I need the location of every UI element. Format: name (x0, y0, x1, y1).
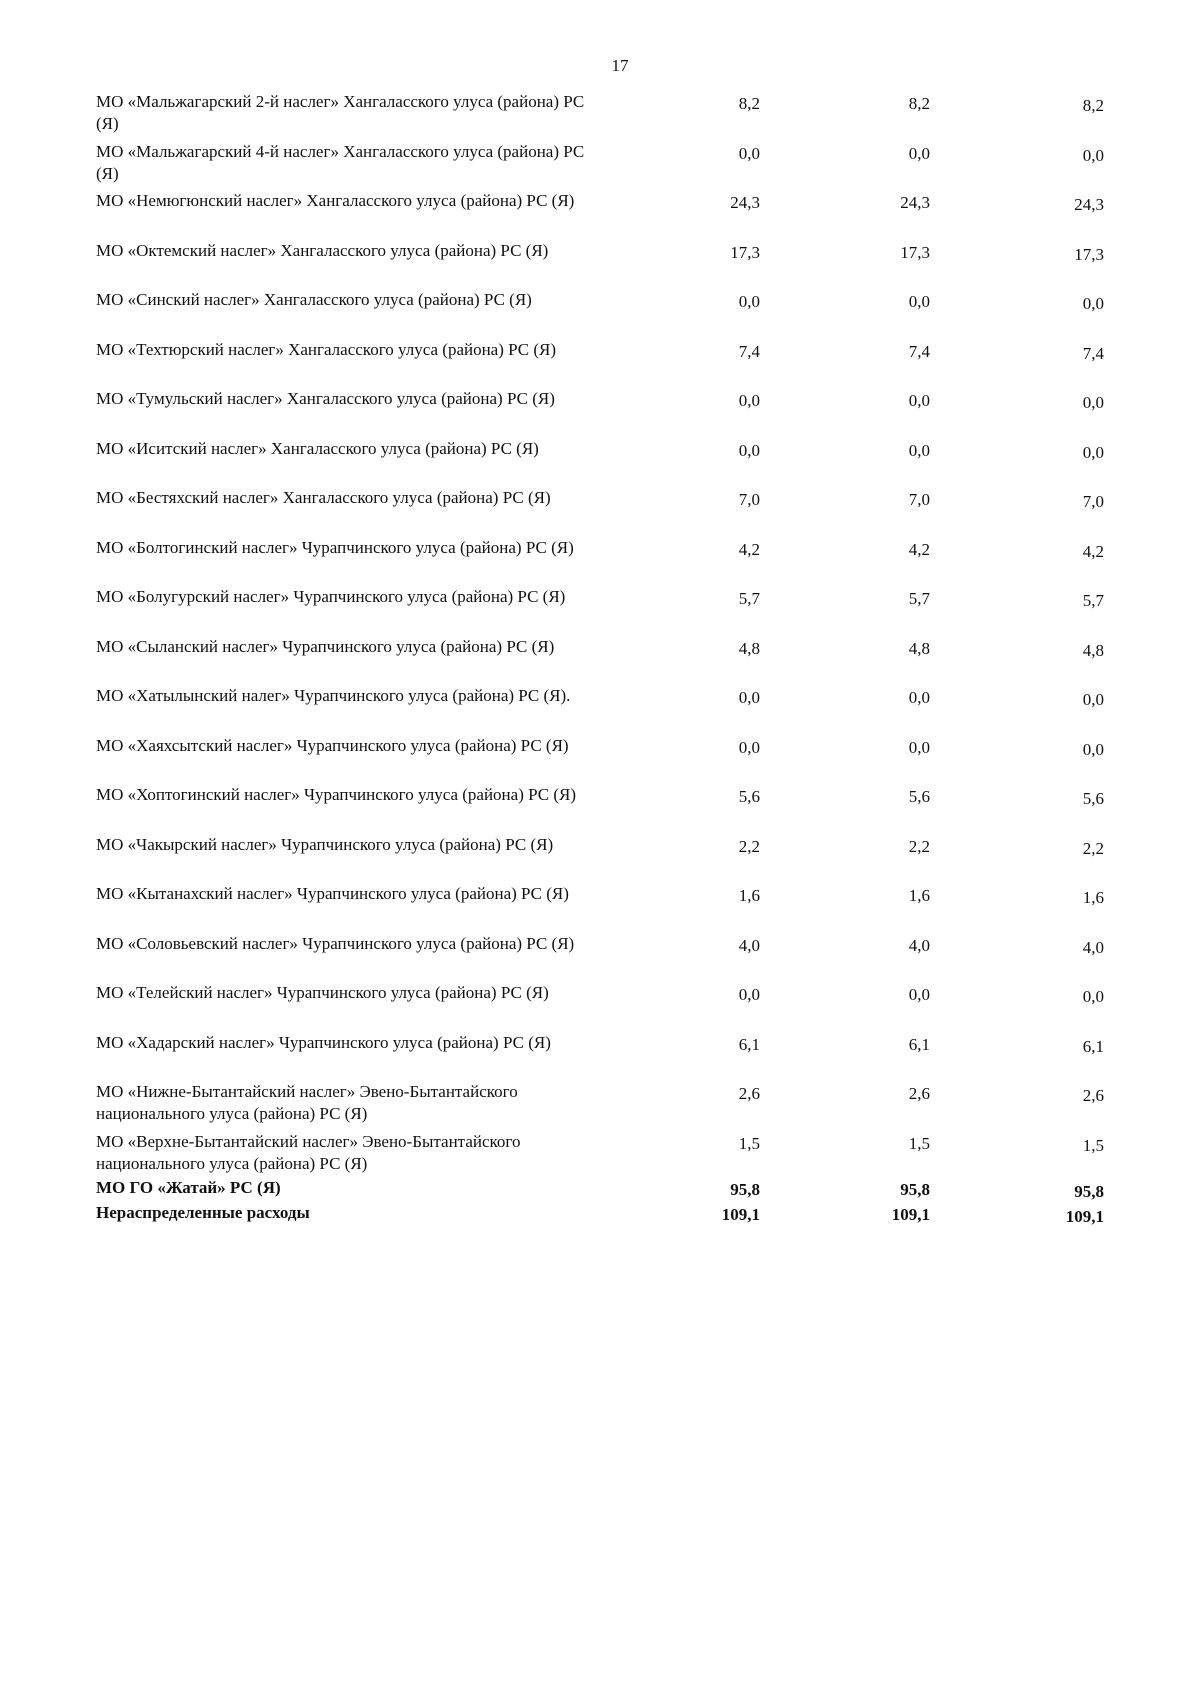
row-value-2: 0,0 (908, 391, 930, 410)
row-value-3: 0,0 (1082, 145, 1104, 165)
table-row (96, 781, 1116, 831)
row-name: МО «Хадарский наслег» Чурапчинского улуса (района) РС (Я) (96, 1032, 551, 1052)
row-value-3: 0,0 (1082, 739, 1104, 759)
table-row (96, 435, 1116, 485)
table-row (96, 138, 1116, 188)
row-value-3: 7,4 (1082, 343, 1104, 363)
row-name: МО «Верхне-Бытантайский наслег» Эвено-Бытантайского национального улуса (района) РС (Я) (96, 1131, 521, 1173)
table-row (96, 88, 1116, 138)
table-row (96, 1128, 1116, 1178)
row-name: МО «Хатылынский налег» Чурапчинского улуса (района) РС (Я). (96, 686, 571, 705)
row-name: МО «Чакырский наслег» Чурапчинского улуса (района) РС (Я) (96, 834, 554, 854)
row-value-3: 2,6 (1082, 1086, 1104, 1105)
table-row (96, 187, 1116, 237)
total-value-3: 95,8 (1074, 1182, 1104, 1201)
row-name: МО «Мальжагарский 2-й наслег» Хангаласского улуса (района) РС (Я) (96, 92, 585, 133)
row-value-1: 0,0 (738, 737, 760, 757)
row-value-2: 7,4 (908, 341, 930, 361)
row-name: МО «Телейский наслег» Чурапчинского улуса (района) РС (Я) (96, 983, 549, 1002)
table-row (96, 336, 1116, 386)
row-value-1: 4,8 (738, 638, 760, 658)
row-value-3: 0,0 (1082, 987, 1104, 1006)
row-value-1: 0,0 (738, 688, 760, 707)
row-name: МО «Нижне-Бытантайский наслег» Эвено-Бытантайского национального улуса (района) РС (Я) (96, 1082, 518, 1123)
row-name: МО «Сыланский наслег» Чурапчинского улуса (района) РС (Я) (96, 636, 555, 656)
row-value-1: 7,4 (738, 341, 760, 361)
row-value-1: 2,2 (738, 836, 760, 856)
row-value-3: 2,2 (1082, 838, 1104, 858)
row-name: МО «Болугурский наслег» Чурапчинского улуса (района) РС (Я) (96, 587, 566, 606)
row-value-3: 7,0 (1082, 492, 1104, 511)
row-value-1: 2,6 (738, 1084, 760, 1103)
row-value-2: 4,0 (908, 935, 930, 955)
row-value-1: 1,6 (738, 886, 760, 905)
table-row (96, 1078, 1116, 1128)
row-value-1: 0,0 (738, 391, 760, 410)
row-value-2: 0,0 (908, 292, 930, 311)
table-row (96, 484, 1116, 534)
row-value-1: 0,0 (738, 985, 760, 1004)
row-value-2: 2,2 (908, 836, 930, 856)
row-name: МО «Хаяхсытский наслег» Чурапчинского улуса (района) РС (Я) (96, 735, 569, 755)
row-value-3: 5,6 (1082, 789, 1104, 808)
total-value-2: 95,8 (900, 1180, 930, 1199)
row-value-3: 6,1 (1082, 1036, 1104, 1056)
row-value-3: 4,8 (1082, 640, 1104, 660)
row-value-1: 0,0 (738, 440, 760, 460)
row-value-1: 1,5 (738, 1133, 760, 1153)
table-row (96, 682, 1116, 732)
row-name: МО «Синский наслег» Хангаласского улуса (района) РС (Я) (96, 290, 532, 309)
row-name: МО «Кытанахский наслег» Чурапчинского улуса (района) РС (Я) (96, 884, 569, 903)
table-row (96, 633, 1116, 683)
row-value-3: 8,2 (1082, 96, 1104, 115)
row-value-2: 24,3 (900, 193, 930, 212)
table-row (96, 534, 1116, 584)
row-value-3: 5,7 (1082, 591, 1104, 610)
row-name: МО «Тумульский наслег» Хангаласского улуса (района) РС (Я) (96, 389, 555, 408)
row-value-2: 0,0 (908, 688, 930, 707)
total-row (96, 1202, 1116, 1227)
row-value-3: 1,6 (1082, 888, 1104, 907)
row-value-1: 24,3 (730, 193, 760, 212)
table-row (96, 979, 1116, 1029)
row-name: МО «Хоптогинский наслег» Чурапчинского улуса (района) РС (Я) (96, 785, 577, 804)
row-value-3: 4,2 (1082, 541, 1104, 561)
table-row (96, 583, 1116, 633)
row-name: МО «Иситский наслег» Хангаласского улуса (района) РС (Я) (96, 438, 539, 458)
row-value-3: 4,0 (1082, 937, 1104, 957)
total-name: МО ГО «Жатай» РС (Я) (96, 1178, 281, 1197)
table-row (96, 385, 1116, 435)
row-value-1: 4,0 (738, 935, 760, 955)
row-value-1: 5,7 (738, 589, 760, 608)
total-value-1: 95,8 (730, 1180, 760, 1199)
row-value-3: 0,0 (1082, 294, 1104, 313)
row-value-2: 4,2 (908, 539, 930, 559)
row-name: МО «Октемский наслег» Хангаласского улуса (района) РС (Я) (96, 240, 549, 260)
row-value-2: 0,0 (908, 440, 930, 460)
row-value-3: 0,0 (1082, 690, 1104, 709)
row-value-3: 17,3 (1074, 244, 1104, 264)
row-value-3: 0,0 (1082, 442, 1104, 462)
row-value-1: 6,1 (738, 1034, 760, 1054)
row-value-3: 1,5 (1082, 1135, 1104, 1155)
row-value-3: 0,0 (1082, 393, 1104, 412)
total-value-1: 109,1 (721, 1205, 760, 1224)
row-name: МО «Бестяхский наслег» Хангаласского улуса (района) РС (Я) (96, 488, 551, 507)
row-value-3: 24,3 (1074, 195, 1104, 214)
row-value-1: 7,0 (738, 490, 760, 509)
row-value-1: 8,2 (738, 94, 760, 113)
total-value-2: 109,1 (891, 1205, 930, 1224)
total-row (96, 1177, 1116, 1202)
row-value-2: 0,0 (908, 737, 930, 757)
table-row (96, 930, 1116, 980)
row-value-1: 5,6 (738, 787, 760, 806)
row-value-2: 4,8 (908, 638, 930, 658)
table-row (96, 880, 1116, 930)
table-row (96, 237, 1116, 287)
row-value-2: 6,1 (908, 1034, 930, 1054)
row-value-2: 0,0 (908, 985, 930, 1004)
page-number: 17 (611, 56, 629, 75)
row-value-1: 17,3 (730, 242, 760, 262)
row-value-2: 1,6 (908, 886, 930, 905)
row-value-2: 17,3 (900, 242, 930, 262)
row-value-2: 1,5 (908, 1133, 930, 1153)
table-row (96, 1029, 1116, 1079)
row-name: МО «Соловьевский наслег» Чурапчинского улуса (района) РС (Я) (96, 933, 575, 953)
table-row (96, 831, 1116, 881)
row-value-1: 0,0 (738, 143, 760, 163)
row-value-2: 8,2 (908, 94, 930, 113)
row-value-2: 7,0 (908, 490, 930, 509)
row-value-1: 4,2 (738, 539, 760, 559)
row-value-1: 0,0 (738, 292, 760, 311)
table-row (96, 286, 1116, 336)
budget-table (96, 88, 1116, 1227)
row-name: МО «Немюгюнский наслег» Хангаласского улуса (района) РС (Я) (96, 191, 575, 210)
row-name: МО «Мальжагарский 4-й наслег» Хангаласского улуса (района) РС (Я) (96, 141, 585, 183)
row-value-2: 5,6 (908, 787, 930, 806)
row-value-2: 0,0 (908, 143, 930, 163)
table-row (96, 732, 1116, 782)
row-name: МО «Болтогинский наслег» Чурапчинского улуса (района) РС (Я) (96, 537, 574, 557)
row-name: МО «Техтюрский наслег» Хангаласского улуса (района) РС (Я) (96, 339, 557, 359)
row-value-2: 5,7 (908, 589, 930, 608)
row-value-2: 2,6 (908, 1084, 930, 1103)
total-value-3: 109,1 (1065, 1207, 1104, 1226)
total-name: Нераспределенные расходы (96, 1203, 310, 1222)
